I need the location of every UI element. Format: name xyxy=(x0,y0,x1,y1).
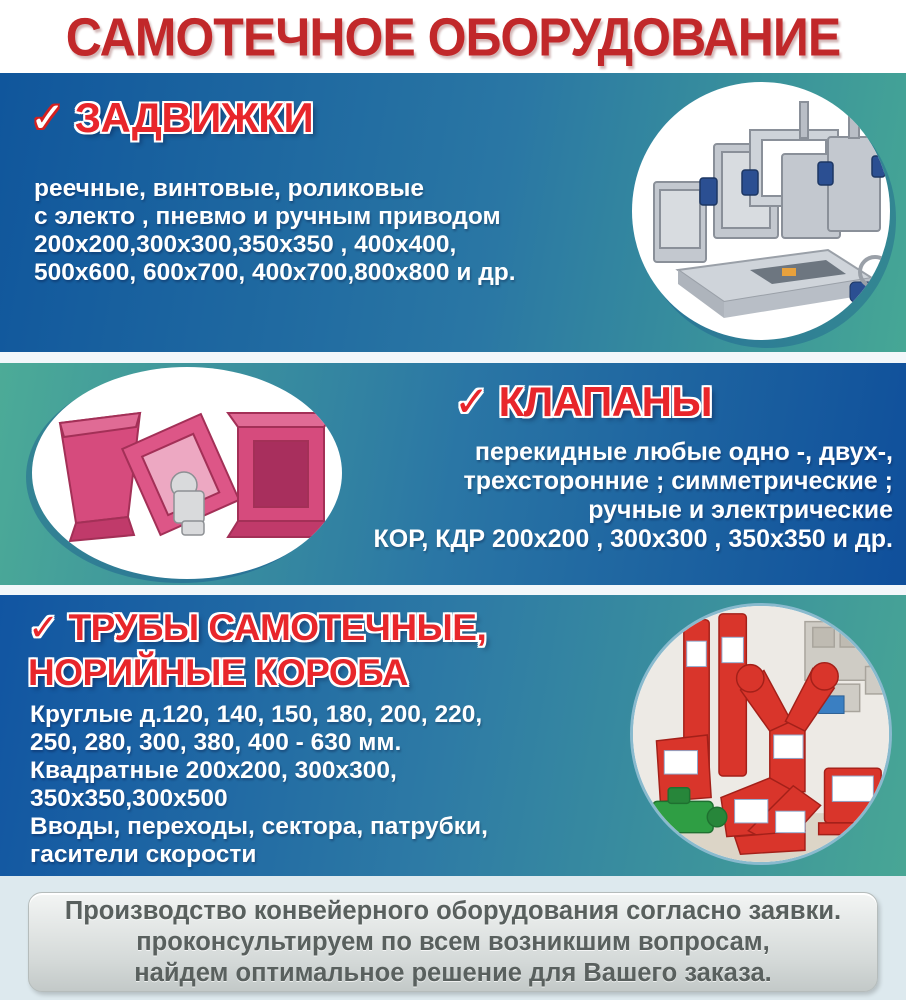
page-title: САМОТЕЧНОЕ ОБОРУДОВАНИЕ xyxy=(65,6,841,67)
body-line: реечные, винтовые, роликовые xyxy=(34,175,425,202)
gravity-pipes-illustration xyxy=(633,606,889,862)
header xyxy=(0,0,906,73)
body-line: с электо , пневмо и ручным приводом xyxy=(34,203,501,230)
body-line: КОР, КДР 200х200 , 300х300 , 350х350 и др. xyxy=(373,525,893,553)
section-zadvizhki xyxy=(0,73,906,352)
footer xyxy=(0,876,906,1000)
body-line: Круглые д.120, 140, 150, 180, 200, 220, xyxy=(30,701,483,728)
section-title-label: КЛАПАНЫ xyxy=(498,378,713,425)
checkmark-icon: ✓ xyxy=(30,94,65,141)
checkmark-icon: ✓ xyxy=(28,607,59,648)
section-title xyxy=(313,377,853,426)
body-line: 200х200,300х300,350х350 , 400х400, xyxy=(34,231,457,258)
gravity-pipes-photo xyxy=(630,603,892,865)
body-line: ручные и электрические xyxy=(588,496,893,524)
flip-valves-photo xyxy=(32,367,342,579)
section-title xyxy=(30,93,313,142)
body-line: трехсторонние ; симметрические ; xyxy=(463,467,893,495)
gate-valves-photo xyxy=(632,82,890,340)
body-line: Квадратные 200х200, 300х300, xyxy=(30,757,397,784)
section-divider xyxy=(0,585,906,595)
footer-banner xyxy=(28,892,878,992)
gate-valves-illustration xyxy=(632,82,890,340)
body-line: Вводы, переходы, сектора, патрубки, xyxy=(30,813,488,840)
body-line: гасители скорости xyxy=(30,841,257,868)
section-body xyxy=(313,438,893,554)
body-line: 500х600, 600х700, 400х700,800х800 и др. xyxy=(34,259,516,286)
section-title xyxy=(28,605,486,695)
section-title-label: ЗАДВИЖКИ xyxy=(74,94,314,141)
footer-line: Производство конвейерного оборудования согласно заявки. xyxy=(64,896,842,925)
section-truby xyxy=(0,595,906,876)
flip-valves-illustration xyxy=(32,367,342,579)
body-line: 350х350,300х500 xyxy=(30,785,228,812)
footer-line: найдем оптимальное решение для Вашего заказа. xyxy=(134,958,772,987)
section-klapany xyxy=(0,363,906,585)
section-divider xyxy=(0,352,906,363)
footer-line: проконсультируем по всем возникшим вопросам, xyxy=(136,927,770,956)
section-title-line1: ТРУБЫ САМОТЕЧНЫЕ, xyxy=(68,607,487,648)
section-body xyxy=(30,701,488,869)
section-body xyxy=(34,175,516,287)
body-line: перекидные любые одно -, двух-, xyxy=(474,438,893,466)
body-line: 250, 280, 300, 380, 400 - 630 мм. xyxy=(30,729,402,756)
section-title-line2: НОРИЙНЫЕ КОРОБА xyxy=(28,652,409,693)
section-text-block xyxy=(313,377,893,554)
checkmark-icon: ✓ xyxy=(453,378,489,425)
